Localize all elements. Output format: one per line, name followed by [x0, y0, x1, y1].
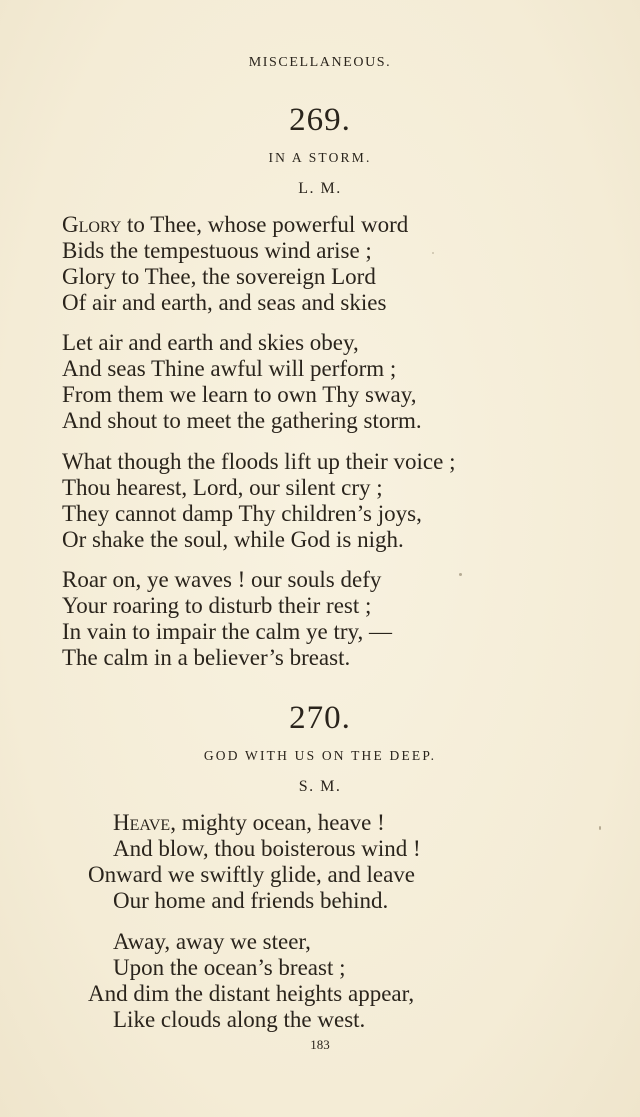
verse-line: And shout to meet the gathering storm. [62, 408, 422, 433]
hymn-number: 269. [289, 102, 351, 138]
verse-line: The calm in a believer’s breast. [62, 645, 351, 670]
verse-line: And blow, thou boisterous wind ! [113, 836, 421, 861]
verse-line: Bids the tempestuous wind arise ; [62, 238, 372, 263]
page-number: 183 [310, 1037, 330, 1052]
verse-line: Onward we swiftly glide, and leave [88, 862, 416, 887]
hymn-meter: L. M. [298, 180, 342, 197]
verse-line: Like clouds along the west. [113, 1007, 366, 1032]
paper-speck [432, 252, 434, 254]
verse-line: They cannot damp Thy children’s joys, [62, 501, 422, 526]
verse-line: Roar on, ye waves ! our souls defy [62, 567, 382, 592]
verse-line: Glory to Thee, the sovereign Lord [62, 264, 376, 289]
verse-line: What though the floods lift up their voice ; [62, 449, 456, 474]
hymn-meter: S. M. [298, 778, 342, 795]
verse-line: Your roaring to disturb their rest ; [62, 593, 372, 618]
verse-line: Of air and earth, and seas and skies [62, 290, 387, 315]
verse-line: In vain to impair the calm ye try, — [62, 619, 392, 644]
verse-line [62, 212, 408, 238]
verse-line-rest: , mighty ocean, heave ! [170, 810, 385, 835]
verse-line: Upon the ocean’s breast ; [113, 955, 346, 980]
verse-line: Let air and earth and skies obey, [62, 330, 359, 355]
paper-speck [599, 826, 601, 830]
verse-line: Our home and friends behind. [113, 888, 389, 913]
verse-line: Or shake the soul, while God is nigh. [62, 527, 404, 552]
verse-line: Thou hearest, Lord, our silent cry ; [62, 475, 383, 500]
verse-line: And dim the distant heights appear, [88, 981, 415, 1006]
verse-line [113, 810, 385, 836]
verse-line: From them we learn to own Thy sway, [62, 382, 417, 407]
hymn-title: IN A STORM. [268, 150, 372, 165]
verse-initial-word: Heave [113, 810, 171, 835]
verse-initial-word: Glory [62, 212, 122, 237]
verse-line-rest: to Thee, whose powerful word [121, 212, 409, 237]
hymn-title: GOD WITH US ON THE DEEP. [203, 748, 437, 763]
hymn-number: 270. [289, 700, 351, 736]
verse-line: And seas Thine awful will perform ; [62, 356, 397, 381]
verse-line: Away, away we steer, [113, 929, 311, 954]
running-head: MISCELLANEOUS. [248, 55, 392, 70]
paper-speck [459, 573, 462, 576]
